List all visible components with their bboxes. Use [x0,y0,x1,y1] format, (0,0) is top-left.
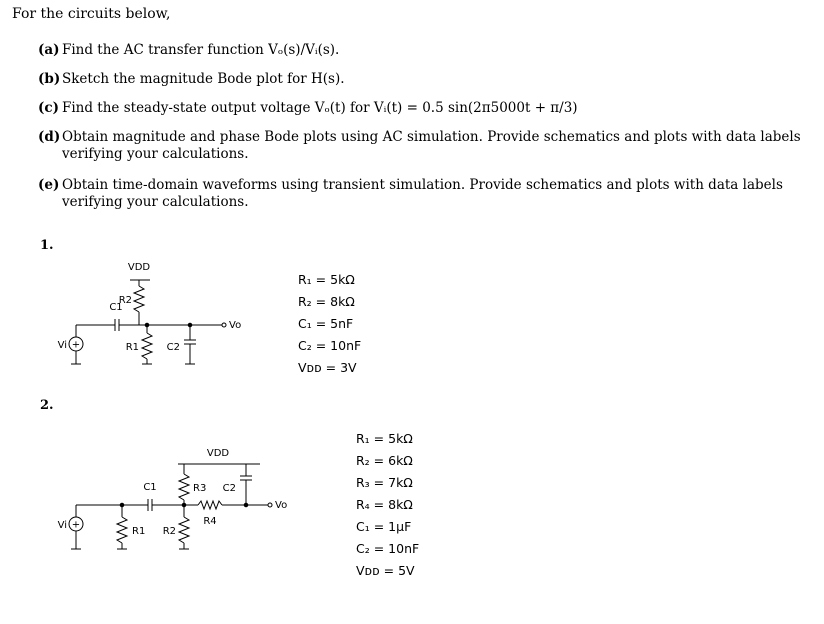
param-value: Vᴅᴅ = 3V [298,360,357,375]
label-c2: C2 [166,342,180,353]
label-vo: Vo [275,500,288,511]
source-plus-sign: + [71,519,81,531]
circuit-1-params [298,269,361,379]
resistor-r4 [198,501,222,509]
label-r4: R4 [203,516,217,527]
intro-text: For the circuits below, [12,6,171,22]
question-text: Sketch the magnitude Bode plot for H(s). [62,71,345,87]
resistor-r3 [179,474,189,500]
label-c2: C2 [222,483,236,494]
question-a [38,42,808,59]
label-r2: R2 [162,526,176,537]
label-r1: R1 [125,342,139,353]
label-r1: R1 [132,526,146,537]
label-r3: R3 [193,483,207,494]
question-text: Obtain magnitude and phase Bode plots using AC simulation. Provide schematics and plots with data labels verifying your calculations. [62,129,801,162]
param-value: C₁ = 1μF [356,519,412,534]
circuit-2-params [356,428,419,582]
problem-1-number: 1. [40,238,54,253]
question-label: (d) [38,129,61,145]
param-value: C₁ = 5nF [298,316,354,331]
source-plus-sign: + [71,339,81,351]
circuit-2-schematic [50,440,300,565]
param-value: C₂ = 10nF [356,541,420,556]
param-value: R₄ = 8kΩ [356,497,413,512]
question-b [38,71,808,88]
label-vo: Vo [229,320,242,331]
question-label: (e) [38,177,60,193]
question-label: (a) [38,42,60,58]
resistor-r2 [134,286,144,312]
question-list [38,42,808,211]
param-value: Vᴅᴅ = 5V [356,563,415,578]
param-value: R₂ = 8kΩ [298,294,355,309]
label-vdd: VDD [127,262,151,273]
param-value: R₂ = 6kΩ [356,453,413,468]
output-terminal [222,323,226,327]
question-text: Find the AC transfer function Vₒ(s)/Vᵢ(s). [62,42,340,58]
param-value: C₂ = 10nF [298,338,362,353]
label-c1: C1 [109,302,123,313]
problem-2-number: 2. [40,398,54,413]
label-vi: Vi [57,520,67,531]
question-d [38,129,808,163]
question-text: Find the steady-state output voltage Vₒ(t) for Vᵢ(t) = 0.5 sin(2π5000t + π/3) [62,100,578,116]
label-vdd: VDD [206,448,230,459]
label-vi: Vi [57,340,67,351]
param-value: R₁ = 5kΩ [298,272,355,287]
param-value: R₁ = 5kΩ [356,431,413,446]
question-label: (c) [38,100,59,116]
resistor-r1 [142,333,152,359]
question-label: (b) [38,71,61,87]
label-r2: R2 [118,295,132,306]
param-value: R₃ = 7kΩ [356,475,413,490]
circuit-1-schematic [50,258,250,383]
question-c [38,100,808,117]
question-e [38,177,808,211]
label-c1: C1 [143,482,157,493]
output-terminal [268,503,272,507]
resistor-r1 [117,517,127,543]
question-text: Obtain time-domain waveforms using transient simulation. Provide schematics and plots with data labels verifying your calculations. [62,177,783,210]
resistor-r2 [179,517,189,543]
